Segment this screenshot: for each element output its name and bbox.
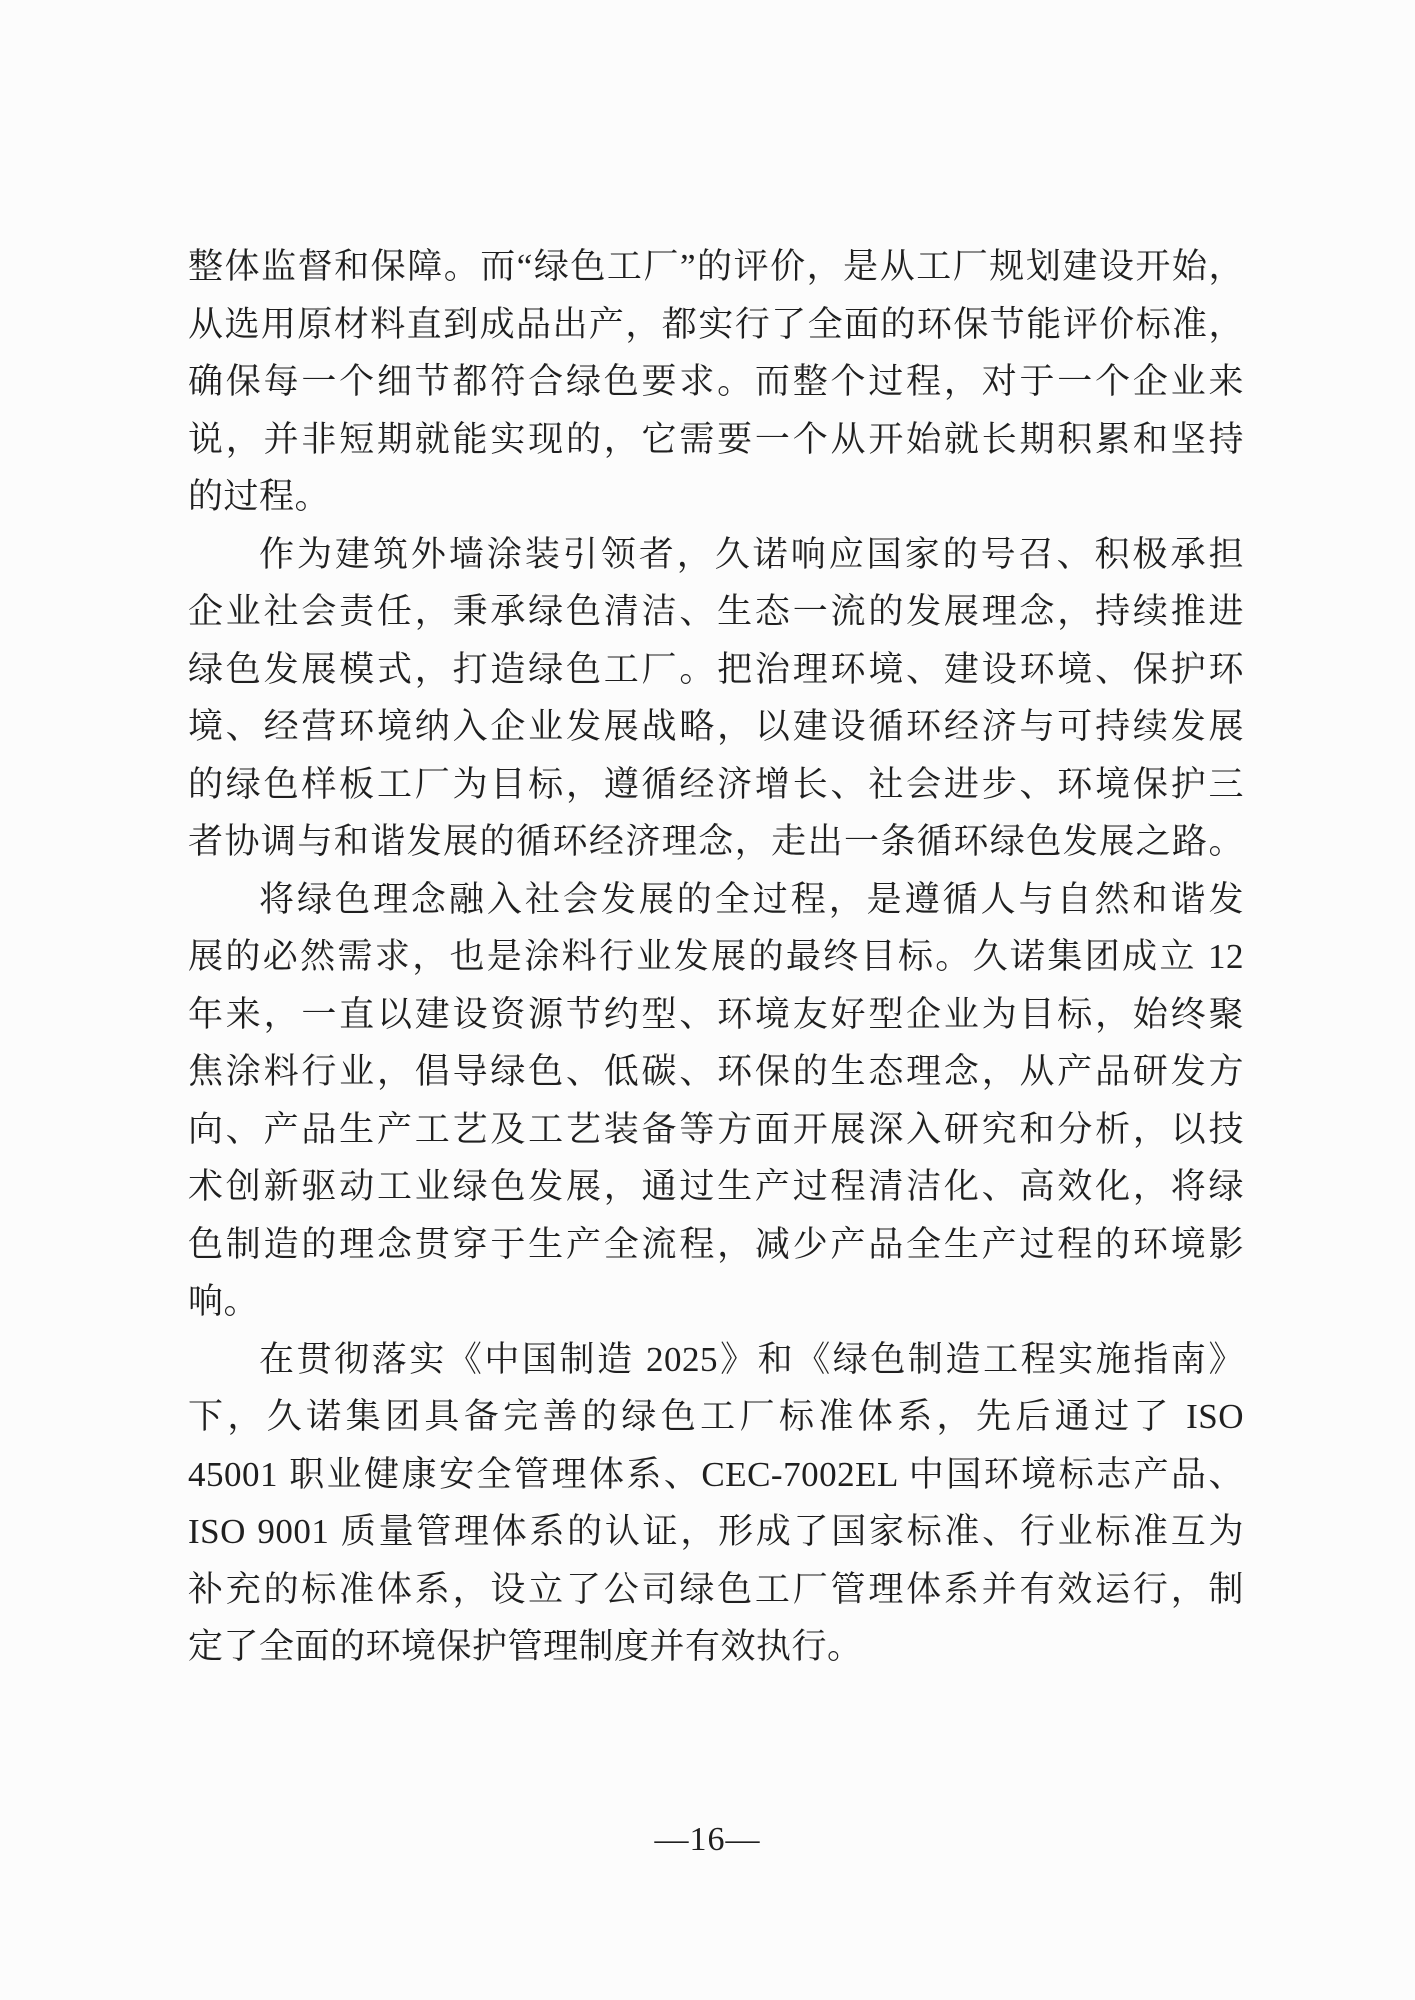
paragraph <box>188 238 1244 526</box>
text-line: 整体监督和保障。而“绿色工厂”的评价，是从工厂规划建设开始， <box>188 247 1244 286</box>
text-line: 在贯彻落实《中国制造 2025》和《绿色制造工程实施指南》 <box>259 1339 1244 1379</box>
text-line: 从选用原材料直到成品出产，都实行了全面的环保节能评价标准， <box>188 304 1244 344</box>
text-line: ISO 9001 质量管理体系的认证，形成了国家标准、行业标准互为 <box>188 1512 1244 1551</box>
text-line: 确保每一个细节都符合绿色要求。而整个过程，对于一个企业来 <box>188 362 1244 401</box>
text-line: 向、产品生产工艺及工艺装备等方面开展深入研究和分析，以技 <box>188 1109 1244 1149</box>
text-line: 焦涂料行业，倡导绿色、低碳、环保的生态理念，从产品研发方 <box>188 1052 1244 1091</box>
text-line: 将绿色理念融入社会发展的全过程，是遵循人与自然和谐发 <box>259 879 1244 919</box>
text-line: 作为建筑外墙涂装引领者，久诺响应国家的号召、积极承担 <box>259 534 1244 574</box>
page-number: —16— <box>654 1821 761 1858</box>
text-line: 境、经营环境纳入企业发展战略，以建设循环经济与可持续发展 <box>188 707 1244 746</box>
text-line: 响。 <box>188 1282 260 1321</box>
document-body <box>188 238 1244 1676</box>
text-line: 年来，一直以建设资源节约型、环境友好型企业为目标，始终聚 <box>188 994 1244 1034</box>
text-line: 企业社会责任，秉承绿色清洁、生态一流的发展理念，持续推进 <box>188 592 1244 631</box>
text-line: 的绿色样板工厂为目标，遵循经济增长、社会进步、环境保护三 <box>188 764 1244 804</box>
text-line: 定了全面的环境保护管理制度并有效执行。 <box>188 1627 863 1666</box>
paragraph <box>188 526 1244 871</box>
text-line: 45001 职业健康安全管理体系、CEC-7002EL 中国环境标志产品、 <box>188 1454 1244 1494</box>
text-line: 的过程。 <box>188 477 331 516</box>
text-line: 色制造的理念贯穿于生产全流程，减少产品全生产过程的环境影 <box>188 1224 1244 1264</box>
text-line: 补充的标准体系，设立了公司绿色工厂管理体系并有效运行，制 <box>188 1569 1244 1609</box>
text-line: 下，久诺集团具备完善的绿色工厂标准体系，先后通过了 ISO <box>188 1397 1244 1436</box>
paragraph <box>188 871 1244 1331</box>
paragraph <box>188 1331 1244 1676</box>
text-line: 者协调与和谐发展的循环经济理念，走出一条循环绿色发展之路。 <box>188 822 1244 861</box>
text-line: 术创新驱动工业绿色发展，通过生产过程清洁化、高效化，将绿 <box>188 1167 1244 1206</box>
text-line: 展的必然需求，也是涂料行业发展的最终目标。久诺集团成立 12 <box>188 937 1244 976</box>
text-line: 说，并非短期就能实现的，它需要一个从开始就长期积累和坚持 <box>188 419 1244 459</box>
text-line: 绿色发展模式，打造绿色工厂。把治理环境、建设环境、保护环 <box>188 649 1244 689</box>
